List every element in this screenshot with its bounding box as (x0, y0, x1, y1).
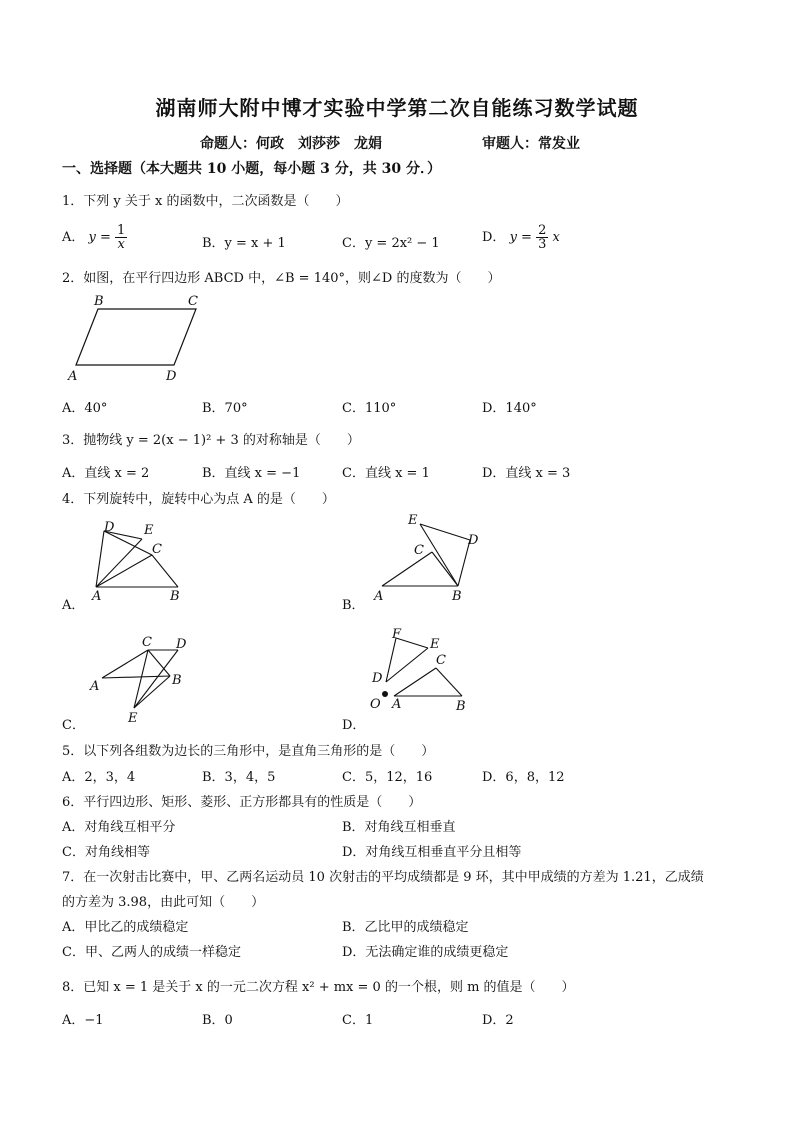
fig-b-label-c: C (414, 543, 424, 558)
fig-b-label-e: E (408, 513, 418, 528)
question-5-stem: 5．以下列各组数为边长的三角形中，是直角三角形的是（ ） (62, 744, 435, 759)
question-7-stem-line2: 的方差为 3.98，由此可知（ ） (62, 895, 265, 910)
q3-option-a: A．直线 x = 2 (62, 466, 150, 481)
q4-option-d: D． (342, 718, 366, 733)
fig-d-label-d: D (372, 671, 383, 686)
q6-option-a: A．对角线互相平分 (62, 820, 176, 835)
fig-c-label-c: C (142, 635, 152, 650)
question-7-stem-line1: 7．在一次射击比赛中，甲、乙两名运动员 10 次射击的平均成绩都是 9 环，其中甲成绩的方差为 1.21，乙成绩 (62, 870, 704, 885)
vertex-label-d: D (166, 369, 177, 384)
q8-option-b: B．0 (202, 1013, 233, 1028)
q7-option-b: B．乙比甲的成绩稳定 (342, 920, 469, 935)
q4-figure-a (88, 515, 198, 605)
fig-d-label-e: E (430, 637, 440, 652)
fig-c-label-b: B (172, 673, 182, 688)
fig-b-label-a: A (374, 589, 384, 604)
q2-option-c: C．110° (342, 401, 397, 416)
q1-option-d-lhs: y = (509, 230, 532, 245)
q6-option-c: C．对角线相等 (62, 845, 150, 860)
q7-option-c: C．甲、乙两人的成绩一样稳定 (62, 945, 241, 960)
q1-option-a (62, 224, 127, 251)
q5-option-d: D．6，8，12 (482, 770, 565, 785)
fig-c-label-d: D (176, 637, 187, 652)
q4-figure-b (368, 510, 488, 605)
vertex-label-a: A (68, 369, 78, 384)
fig-a-label-b: B (170, 589, 180, 604)
q1-option-a-denominator: x (117, 237, 125, 252)
q7-option-a: A．甲比乙的成绩稳定 (62, 920, 189, 935)
question-8-stem: 8．已知 x = 1 是关于 x 的一元二次方程 x² + mx = 0 的一个根，则 m 的值是（ ） (62, 980, 575, 995)
q1-option-d-tail: x (552, 230, 560, 245)
q4-figure-d (364, 624, 484, 716)
fig-c-label-e: E (128, 711, 138, 724)
q1-option-c: C．y = 2x² − 1 (342, 236, 440, 251)
q2-parallelogram-figure (62, 292, 212, 384)
fig-d-label-c: C (436, 653, 446, 668)
vertex-label-b: B (94, 294, 104, 309)
q1-option-a-fraction (115, 224, 127, 251)
fig-a-label-c: C (152, 542, 162, 557)
q4-figure-c (88, 632, 198, 724)
question-3-stem: 3．抛物线 y = 2(x − 1)² + 3 的对称轴是（ ） (62, 433, 360, 448)
q2-option-d: D．140° (482, 401, 537, 416)
q8-option-c: C．1 (342, 1013, 374, 1028)
q6-option-b: B．对角线互相垂直 (342, 820, 456, 835)
q1-option-a-label: A． (62, 230, 85, 245)
q3-option-d: D．直线 x = 3 (482, 466, 571, 481)
q1-option-d-denominator: 3 (538, 237, 547, 252)
q2-option-b: B．70° (202, 401, 248, 416)
q3-option-b: B．直线 x = −1 (202, 466, 301, 481)
q1-option-a-lhs: y = (88, 230, 111, 245)
q7-option-d: D．无法确定谁的成绩更稳定 (342, 945, 509, 960)
q4-option-b: B． (342, 598, 365, 613)
q1-option-d (482, 224, 560, 251)
point-o-dot (382, 691, 388, 697)
q1-option-b: B．y = x + 1 (202, 236, 286, 251)
fig-b-label-b: B (452, 589, 462, 604)
fig-d-label-b: B (456, 699, 466, 714)
question-6-stem: 6．平行四边形、矩形、菱形、正方形都具有的性质是（ ） (62, 795, 422, 810)
q3-option-c: C．直线 x = 1 (342, 466, 430, 481)
question-setters: 命题人：何政 刘莎莎 龙娟 (200, 136, 382, 152)
fig-a-label-d: D (104, 520, 115, 535)
section-heading-choice: 一、选择题（本大题共 10 小题，每小题 3 分，共 30 分．） (62, 161, 441, 177)
q1-option-a-numerator: 1 (117, 223, 126, 238)
question-1-stem: 1．下列 y 关于 x 的函数中，二次函数是（ ） (62, 194, 349, 209)
q4-option-a: A． (62, 598, 85, 613)
q2-option-a: A．40° (62, 401, 108, 416)
q8-option-d: D．2 (482, 1013, 514, 1028)
question-2-stem: 2．如图，在平行四边形 ABCD 中，∠B = 140°，则∠D 的度数为（ ） (62, 271, 501, 286)
vertex-label-c: C (188, 294, 198, 309)
fig-a-label-a: A (92, 589, 102, 604)
q1-option-d-label: D． (482, 230, 506, 245)
reviewer: 审题人：常发业 (482, 136, 580, 152)
q6-option-d: D．对角线互相垂直平分且相等 (342, 845, 522, 860)
fig-b-label-d: D (468, 533, 479, 548)
q1-option-d-fraction (536, 224, 548, 251)
fig-d-label-a: A (392, 697, 402, 712)
q5-option-c: C．5，12，16 (342, 770, 433, 785)
q4-option-c: C． (62, 718, 85, 733)
fig-d-label-f: F (392, 627, 402, 642)
fig-a-label-e: E (144, 523, 154, 538)
question-4-stem: 4．下列旋转中，旋转中心为点 A 的是（ ） (62, 492, 335, 507)
parallelogram-abcd (76, 309, 196, 365)
q1-option-d-numerator: 2 (538, 223, 547, 238)
q8-option-a: A．−1 (62, 1013, 104, 1028)
fig-d-label-o: O (370, 697, 381, 712)
exam-title: 湖南师大附中博才实验中学第二次自能练习数学试题 (155, 96, 639, 120)
fig-c-label-a: A (90, 679, 100, 694)
q5-option-b: B．3，4，5 (202, 770, 276, 785)
q5-option-a: A．2，3，4 (62, 770, 136, 785)
